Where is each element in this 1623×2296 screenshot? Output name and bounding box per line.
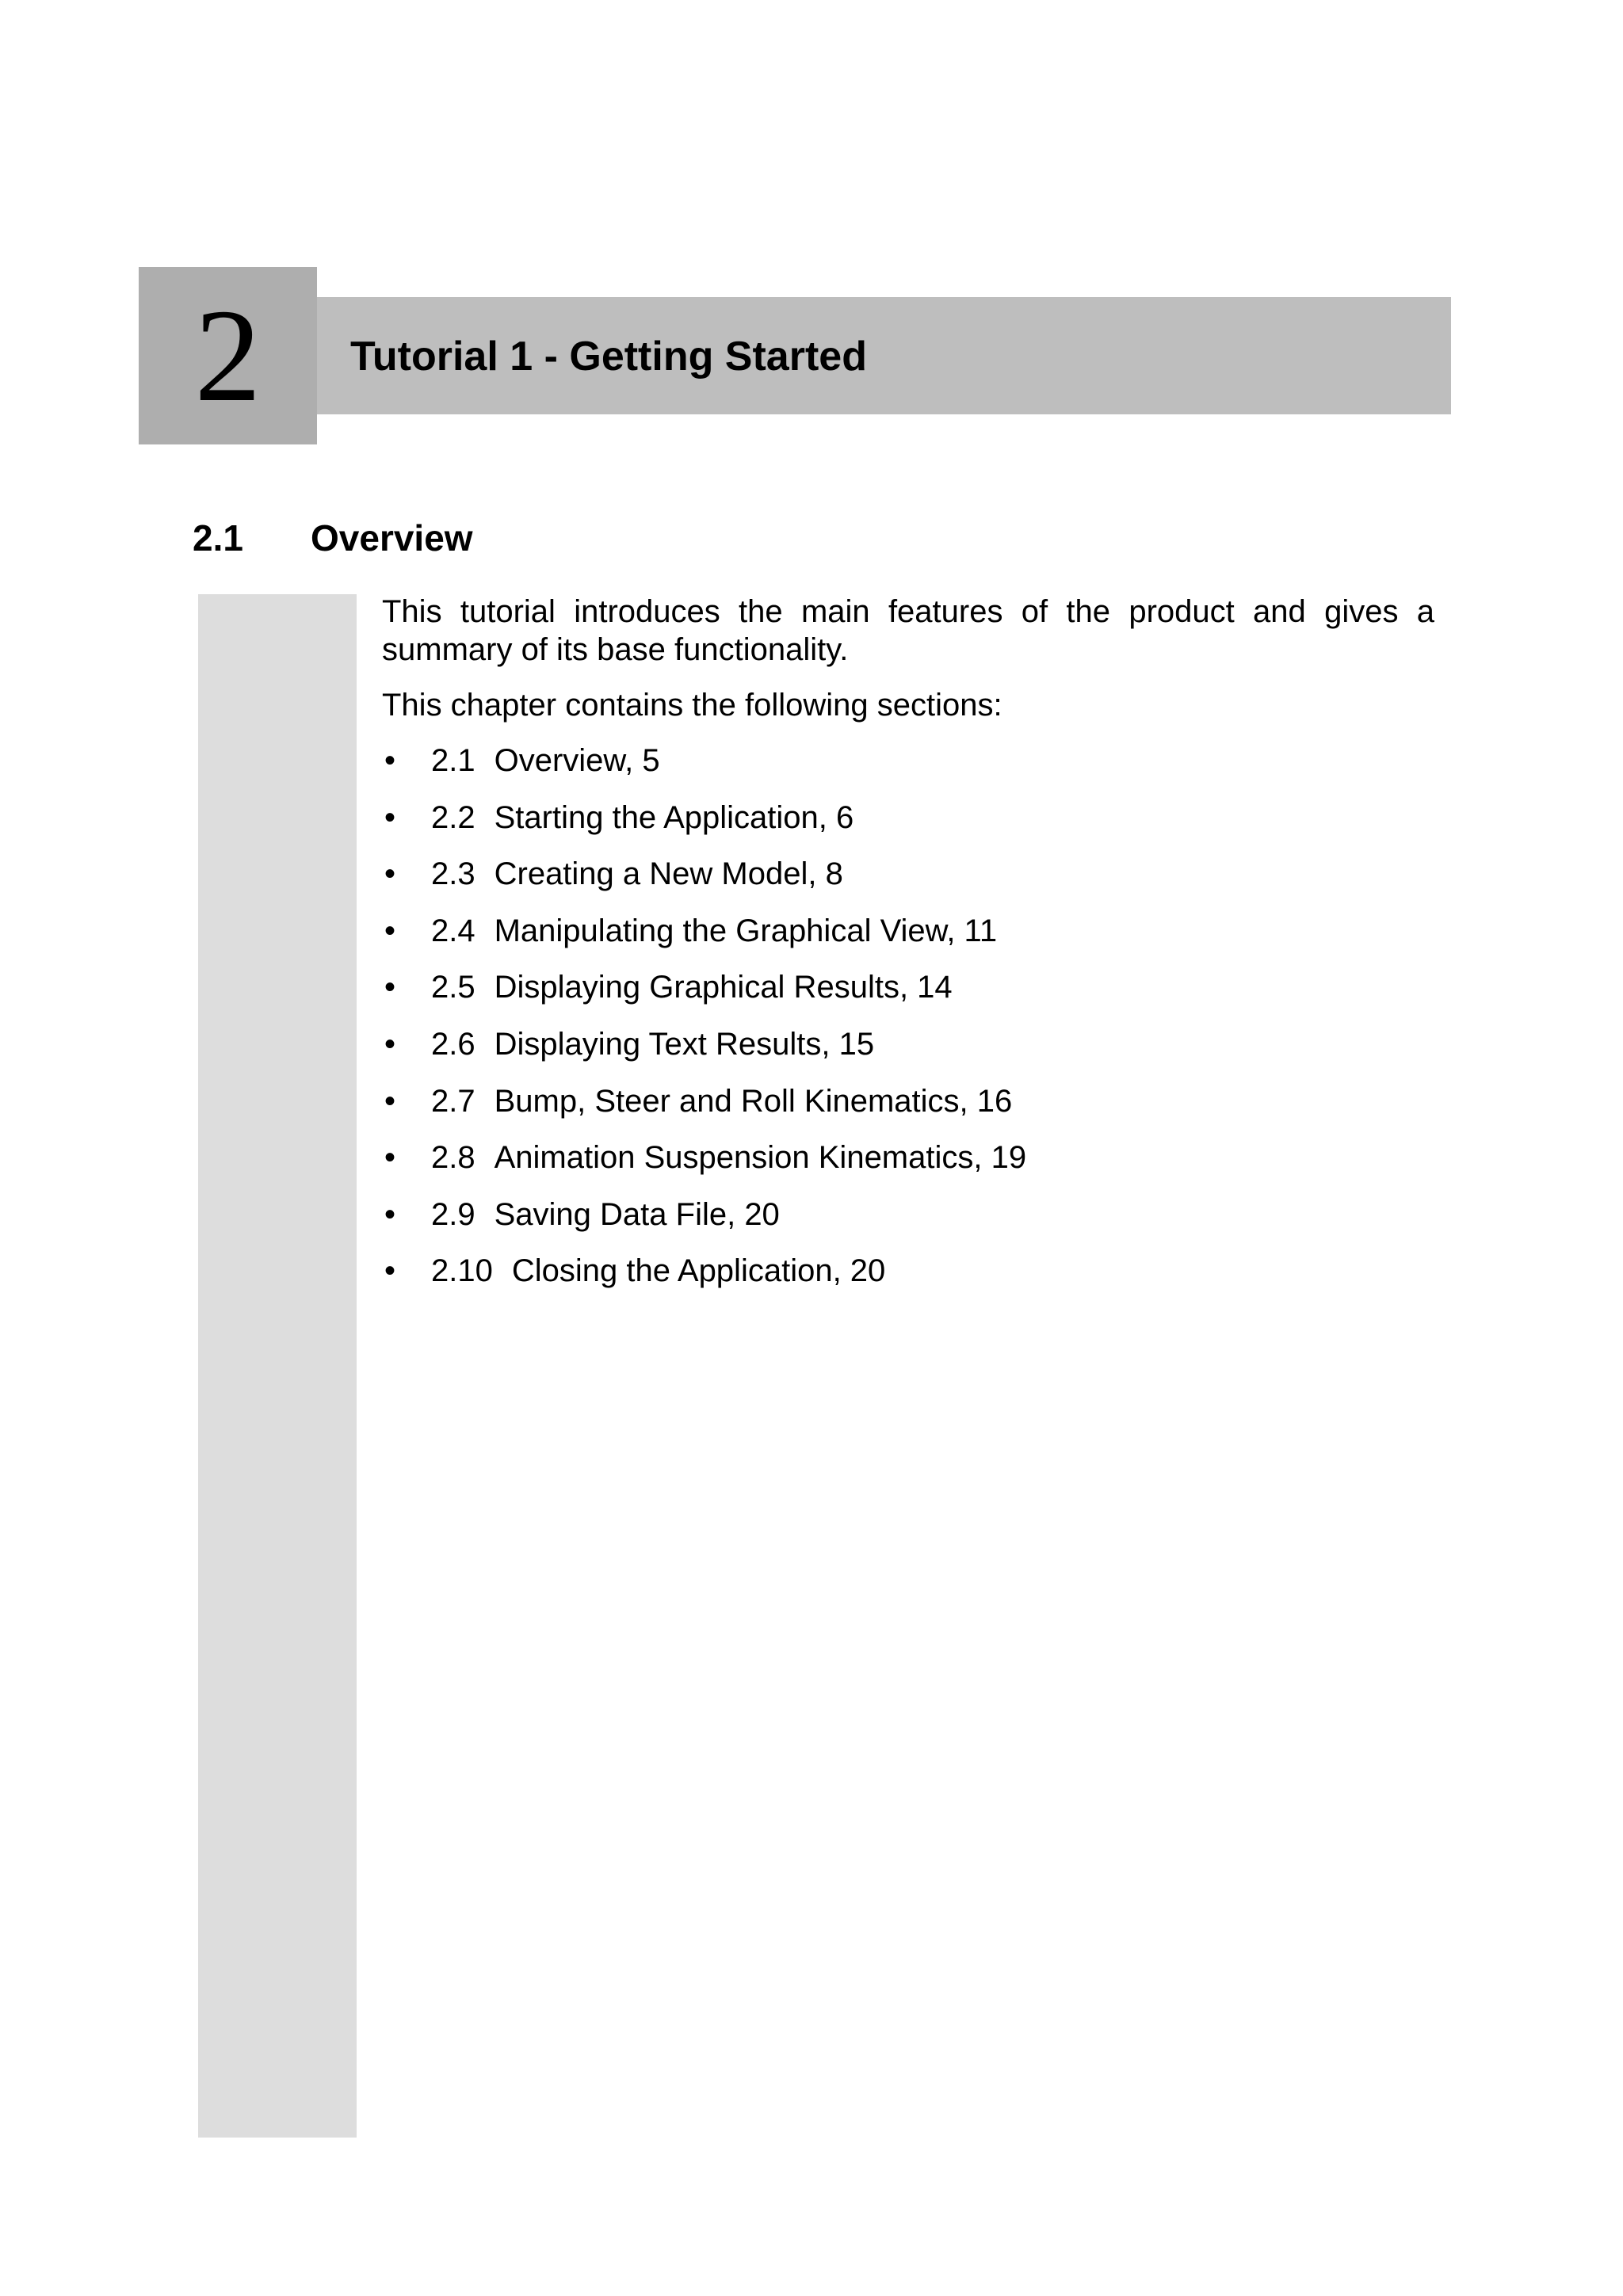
toc-item-number: 2.3 <box>431 856 475 892</box>
toc-item <box>382 1252 1026 1309</box>
toc-item-text: Starting the Application, 6 <box>494 799 854 835</box>
section-title: Overview <box>311 517 473 559</box>
toc-item-number: 2.2 <box>431 799 475 835</box>
section-heading <box>193 512 473 564</box>
toc-item-text: Animation Suspension Kinematics, 19 <box>494 1140 1027 1176</box>
bullet-icon: • <box>384 1196 395 1232</box>
toc-item-number: 2.7 <box>431 1083 475 1119</box>
bullet-icon: • <box>384 1083 395 1119</box>
chapter-title-bar <box>317 297 1451 414</box>
toc-item-text: Bump, Steer and Roll Kinematics, 16 <box>494 1083 1013 1119</box>
bullet-icon: • <box>384 1140 395 1176</box>
section-number: 2.1 <box>193 517 243 559</box>
chapter-number: 2 <box>194 282 262 429</box>
toc-item <box>382 912 1026 969</box>
toc-item <box>382 1138 1026 1196</box>
toc-item-text: Manipulating the Graphical View, 11 <box>494 913 998 948</box>
bullet-icon: • <box>384 970 395 1005</box>
toc-item-number: 2.5 <box>431 970 475 1005</box>
toc-item-number: 2.6 <box>431 1026 475 1062</box>
contains-paragraph: This chapter contains the following sections: <box>382 688 1002 723</box>
bullet-icon: • <box>384 913 395 948</box>
toc-item <box>382 968 1026 1025</box>
toc-item <box>382 1025 1026 1082</box>
toc-item-number: 2.10 <box>431 1253 493 1289</box>
toc-item <box>382 1082 1026 1139</box>
toc-item-number: 2.1 <box>431 743 475 778</box>
toc-item <box>382 855 1026 912</box>
toc-item <box>382 742 1026 799</box>
bullet-icon: • <box>384 1026 395 1062</box>
chapter-title: Tutorial 1 - Getting Started <box>350 334 867 379</box>
toc-item-text: Displaying Graphical Results, 14 <box>494 970 953 1005</box>
toc-item-number: 2.9 <box>431 1196 475 1232</box>
chapter-number-box <box>139 267 317 444</box>
toc-item-number: 2.4 <box>431 913 475 948</box>
toc-item-text: Displaying Text Results, 15 <box>494 1026 875 1062</box>
sidebar-strip <box>198 594 357 2138</box>
toc-item-text: Saving Data File, 20 <box>494 1196 780 1232</box>
bullet-icon: • <box>384 799 395 835</box>
toc-list <box>382 742 1026 1309</box>
bullet-icon: • <box>384 743 395 778</box>
bullet-icon: • <box>384 1253 395 1289</box>
toc-item-text: Overview, 5 <box>494 743 660 778</box>
intro-paragraph: This tutorial introduces the main features of the product and gives a summary of its base functionality. <box>382 594 1434 667</box>
toc-item <box>382 1196 1026 1253</box>
toc-item <box>382 799 1026 856</box>
bullet-icon: • <box>384 856 395 892</box>
toc-item-text: Creating a New Model, 8 <box>494 856 843 892</box>
toc-item-text: Closing the Application, 20 <box>511 1253 886 1289</box>
toc-item-number: 2.8 <box>431 1140 475 1176</box>
